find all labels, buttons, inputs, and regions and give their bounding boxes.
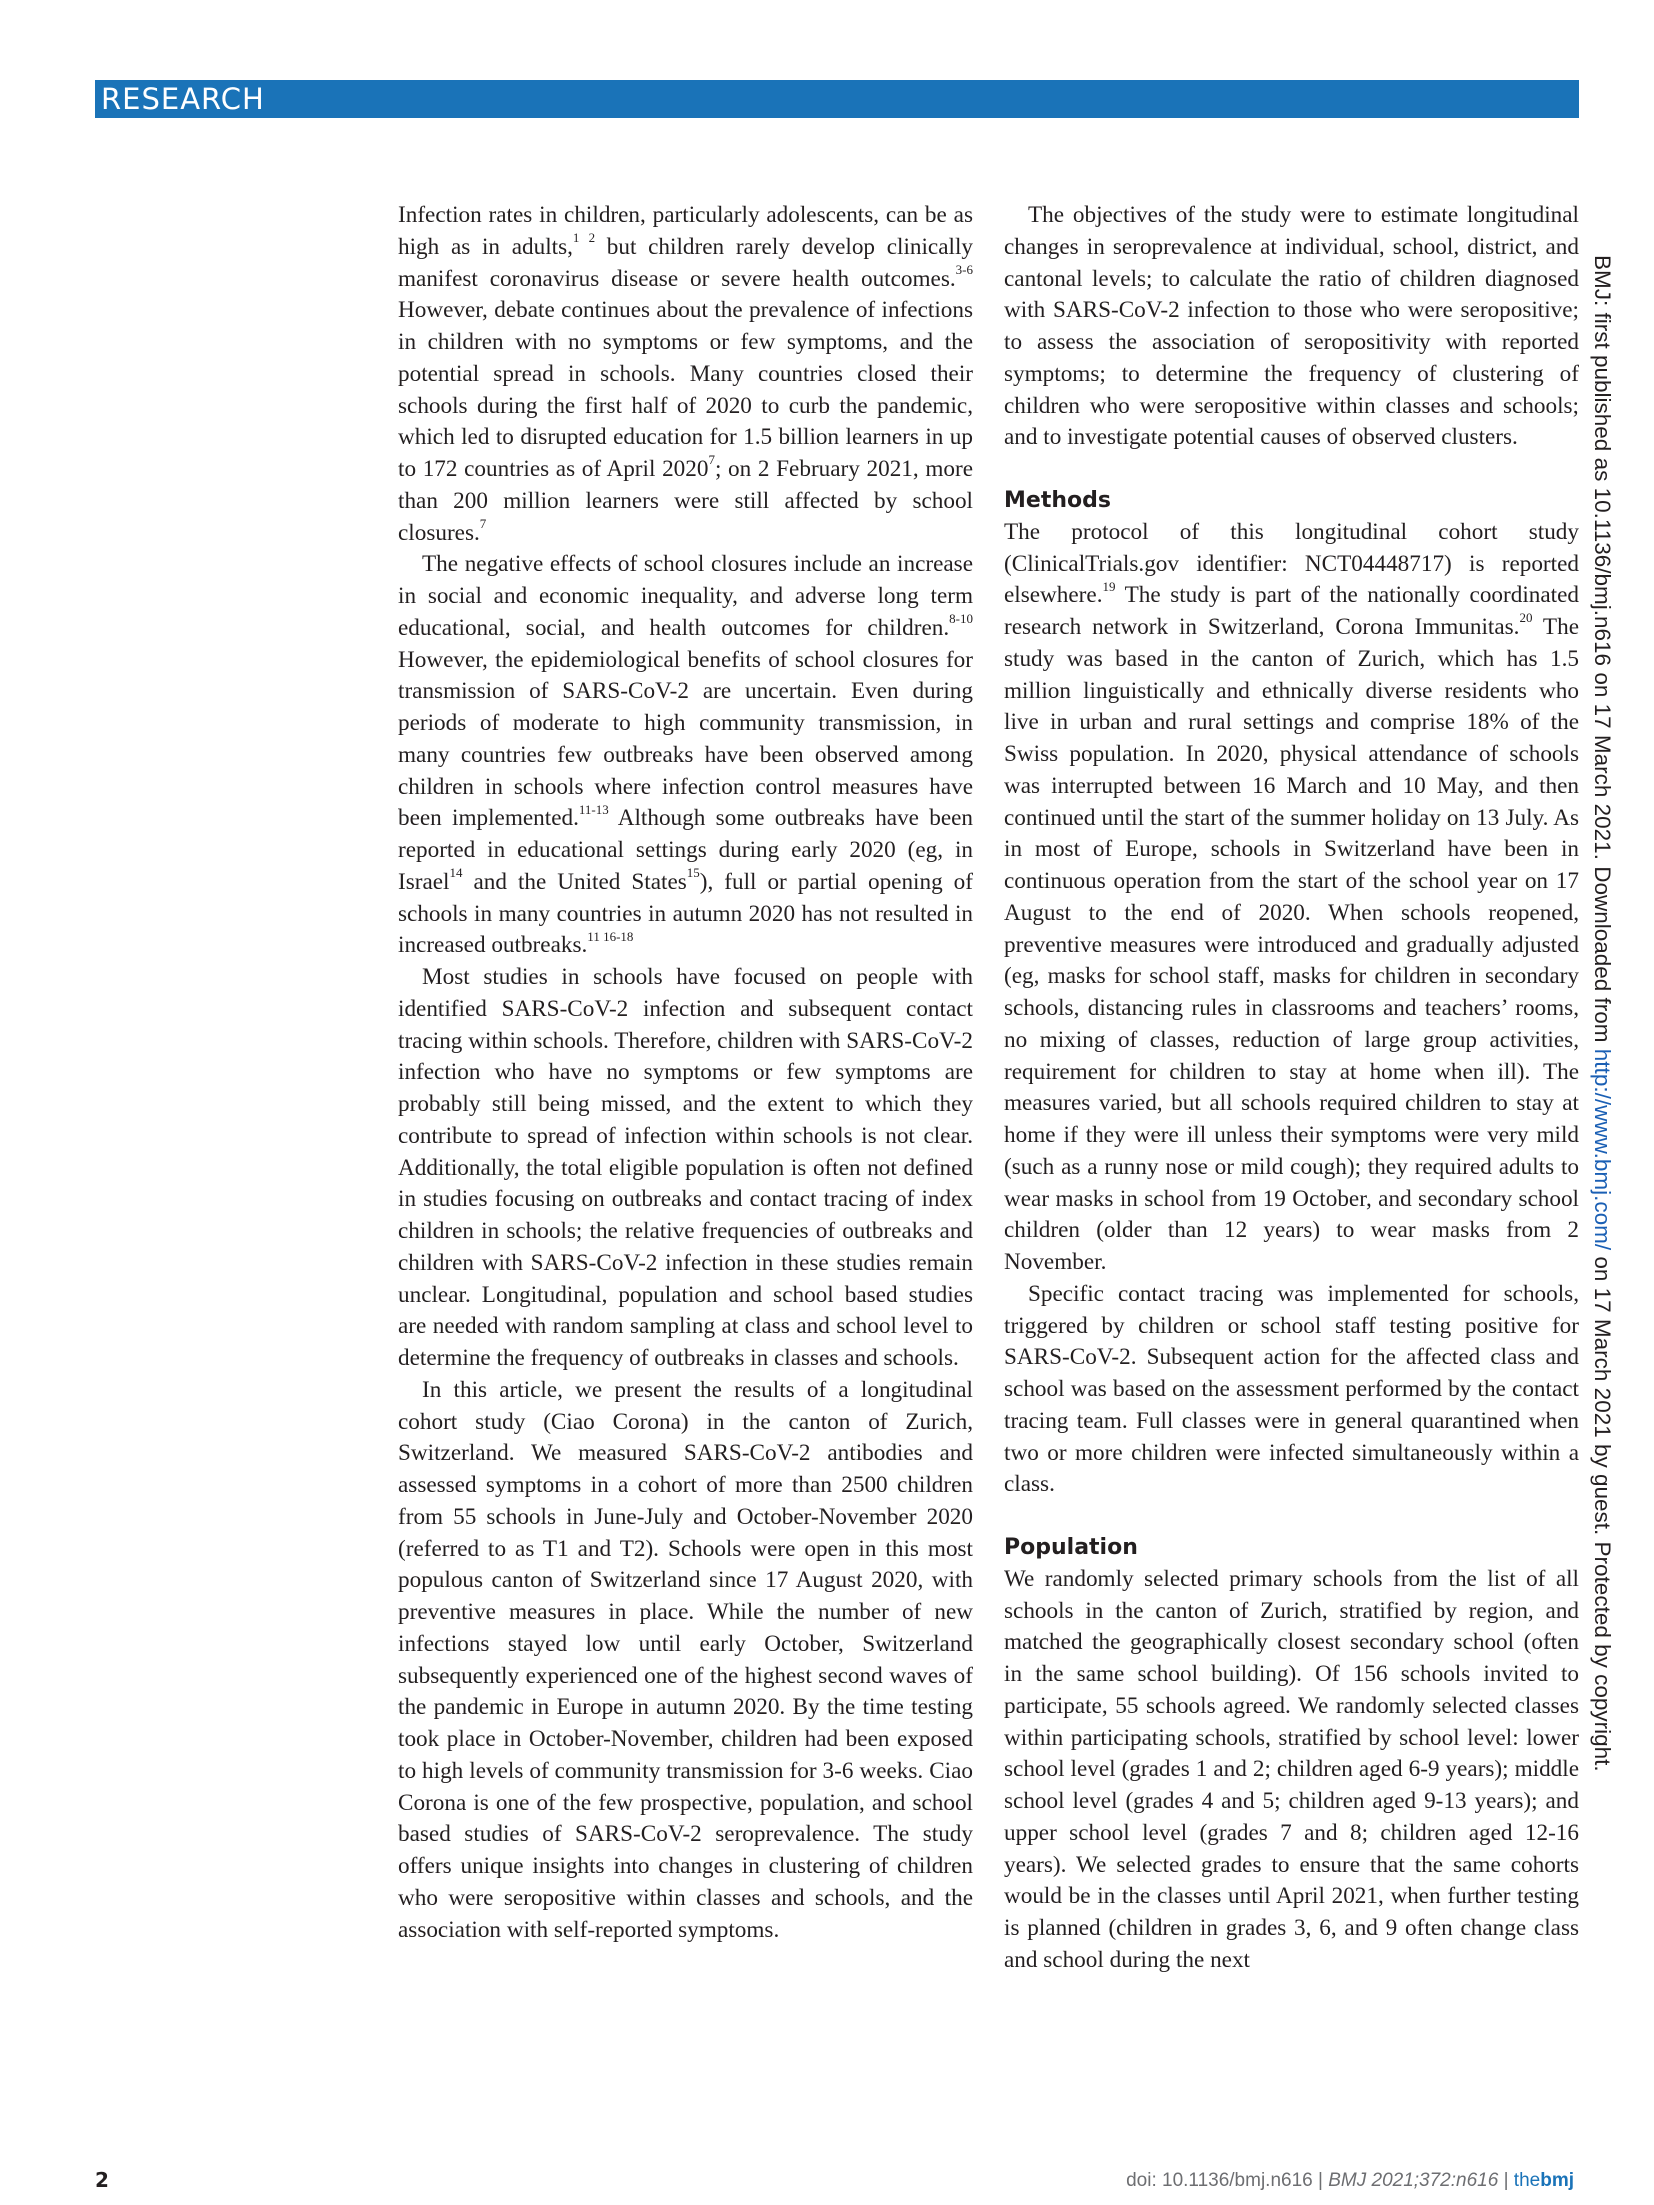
- citation-ref[interactable]: 14: [449, 865, 463, 881]
- citation-ref[interactable]: 15: [686, 865, 700, 881]
- citation-ref[interactable]: 7: [479, 515, 487, 531]
- section-label: RESEARCH: [101, 82, 265, 116]
- citation-ref[interactable]: 11 16-18: [587, 928, 634, 944]
- section-banner: [95, 80, 1579, 118]
- bmj-logo: thebmj: [1513, 2170, 1574, 2191]
- doi-text: doi: 10.1136/bmj.n616: [1126, 2170, 1313, 2191]
- methods-heading: Methods: [1004, 488, 1111, 513]
- right-column: [1004, 200, 1579, 1977]
- intro-paragraph-3: Most studies in schools have focused on people with identified SARS-CoV-2 infection and subsequent contact tracing within schools. Therefore, children with SARS-CoV-2 infection who have no symptoms or few symptoms are probably still being missed, and the extent to which they contribute to spread of infection within schools is not clear. Additionally, the total eligible population is often not defined in studies focusing on outbreaks and contact tracing of index children in schools; the relative frequencies of outbreaks and children with SARS-CoV-2 infection in these studies remain unclear. Longitudinal, population and school based studies are needed with random sampling at class and school level to determine the frequency of outbreaks in classes and schools.: [398, 964, 973, 1371]
- citation-ref[interactable]: 8-10: [949, 611, 973, 627]
- citation-ref[interactable]: 20: [1519, 610, 1533, 626]
- journal-citation: BMJ 2021;372:n616: [1328, 2170, 1499, 2191]
- objectives-paragraph: The objectives of the study were to estimate longitudinal changes in seroprevalence at individual, school, district, and cantonal levels; to calculate the ratio of children diagnosed with SARS-CoV-2 infection to those who were seropositive; to assess the association of seropositivity with reported symptoms; to determine the frequency of clustering of children who were seropositive within classes and schools; and to investigate potential causes of observed clusters.: [1004, 202, 1579, 451]
- bmj-link[interactable]: http://www.bmj.com/: [1590, 1048, 1615, 1251]
- footer-citation: doi: 10.1136/bmj.n616 | BMJ 2021;372:n616 | thebmj: [1126, 2170, 1574, 2191]
- citation-ref[interactable]: 3-6: [955, 261, 973, 277]
- intro-paragraph-4: In this article, we present the results of a longitudinal cohort study (Ciao Corona) in the canton of Zurich, Switzerland. We measured SARS-CoV-2 antibodies and assessed symptoms in a cohort of more than 2500 children from 55 schools in June-July and October-November 2020 (referred to as T1 and T2). Schools were open in this most populous canton of Switzerland since 17 August 2020, with preventive measures in place. While the number of new infections stayed low until early October, Switzerland subsequently experienced one of the highest second waves of the pandemic in Europe in autumn 2020. By the time testing took place in October-November, children had been exposed to high levels of community transmission for 3-6 weeks. Ciao Corona is one of the few prospective, population, and school based studies of SARS-CoV-2 seroprevalence. The study offers unique insights into changes in clustering of children who were seropositive within classes and schools, and the association with self-reported symptoms.: [398, 1376, 973, 1943]
- citation-ref[interactable]: 19: [1102, 578, 1116, 594]
- copyright-sidebar: BMJ: first published as 10.1136/bmj.n616 on 17 March 2021. Downloaded from http://www.bmj.com/ on 17 March 2021 by guest. Protected by copyright.: [1590, 255, 1615, 1772]
- population-paragraph-1: We randomly selected primary schools from the list of all schools in the canton of Zurich, stratified by region, and matched the geographically closest secondary school (often in the same school building). Of 156 schools invited to participate, 55 schools agreed. We randomly selected classes within participating schools, stratified by school level: lower school level (grades 1 and 2; children aged 6-9 years); middle school level (grades 4 and 5; children aged 9-13 years); and upper school level (grades 7 and 8; children aged 12-16 years). We selected grades to ensure that the same cohorts would be in the classes until April 2021, when further testing is planned (children in grades 3, 6, and 9 often change class and school during the next: [1004, 1565, 1579, 1973]
- left-column: [398, 200, 973, 1946]
- intro-paragraph-1: Infection rates in children, particularly adolescents, can be as high as in adults,$^{1 2}$ but children rarely develop clinically manifest coronavirus disease or severe health outcomes.$^{3-6}$ However, debate continues about the prevalence of infections in children with no symptoms or few symptoms, and the potential spread in schools. Many countries closed their schools during the first half of 2020 to curb the pandemic, which led to disrupted education for 1.5 billion learners in up to 172 countries as of April 2020$^7$; on 2 February 2021, more than 200 million learners were still affected by school closures.$^7$: [398, 202, 973, 546]
- citation-ref[interactable]: 11-13: [578, 801, 609, 817]
- citation-ref[interactable]: 7: [708, 452, 715, 468]
- methods-paragraph-2: Specific contact tracing was implemented for schools, triggered by children or school staff testing positive for SARS-CoV-2. Subsequent action for the affected class and school was based on the assessment performed by the contact tracing team. Full classes were in general quarantined when two or more children were infected simultaneously within a class.: [1004, 1280, 1579, 1498]
- population-heading: Population: [1004, 1535, 1138, 1560]
- citation-ref[interactable]: 1 2: [572, 230, 596, 246]
- methods-paragraph-1: The protocol of this longitudinal cohort study (ClinicalTrials.gov identifier: NCT04448717) is reported elsewhere.$^{19}$ The study is part of the nationally coordinated research network in Switzerland, Corona Immunitas.$^{20}$ The study was based in the canton of Zurich, which has 1.5 million linguistically and ethnically diverse residents who live in urban and rural settings and comprise 18% of the Swiss population. In 2020, physical attendance of schools was interrupted between 16 March and 10 May, and then continued until the start of the summer holiday on 13 July. As in most of Europe, schools in Switzerland have been in continuous operation from the start of the school year on 17 August to the end of 2020. When schools reopened, preventive measures were introduced and gradually adjusted (eg, masks for school staff, masks for children in secondary schools, distancing rules in classrooms and teachers’ rooms, no mixing of classes, reduction of large group activities, requirement for children to stay at home when ill). The measures varied, but all schools required children to stay at home if they were ill unless their symptoms were very mild (such as a runny nose or mild cough); they required adults to wear masks in school from 19 October, and secondary school children (older than 12 years) to wear masks from 2 November.: [1004, 518, 1579, 1275]
- page-number: 2: [95, 2168, 109, 2192]
- intro-paragraph-2: The negative effects of school closures include an increase in social and economic inequality, and adverse long term educational, social, and health outcomes for children.$^{8-10}$ However, the epidemiological benefits of school closures for transmission of SARS-CoV-2 are uncertain. Even during periods of moderate to high community transmission, in many countries few outbreaks have been observed among children in schools where infection control measures have been implemented.$^{11-13}$ Although some outbreaks have been reported in educational settings during early 2020 (eg, in Israel$^{14}$ and the United States$^{15}$), full or partial opening of schools in many countries in autumn 2020 has not resulted in increased outbreaks.$^{11 16-18}$: [398, 551, 974, 959]
